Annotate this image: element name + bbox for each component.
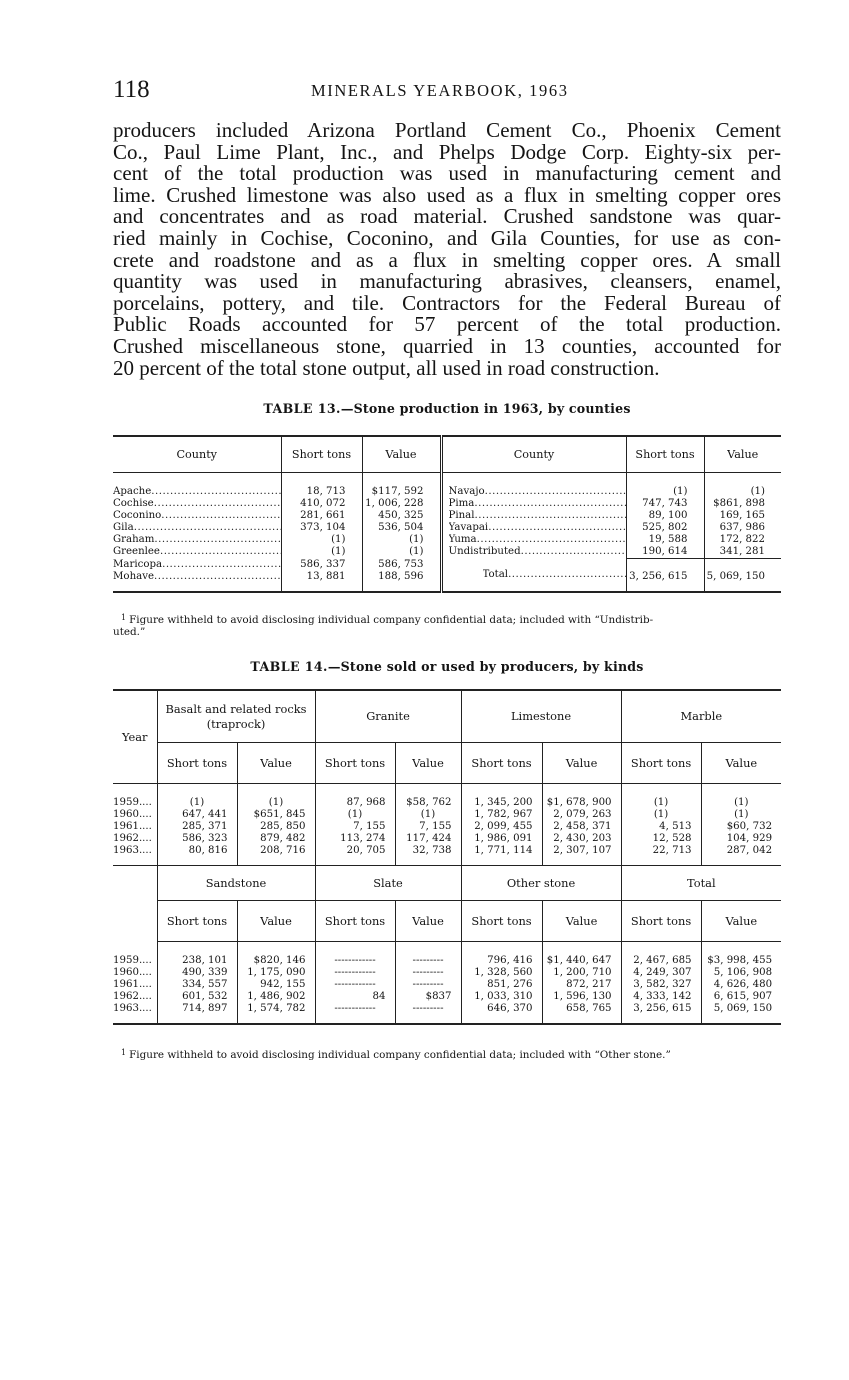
county-name: Apache ..... <box>113 486 281 498</box>
data-cell: 84 <box>315 991 395 1003</box>
data-cell: (1) <box>621 784 701 810</box>
table-row <box>113 522 781 534</box>
data-cell: 104, 929 <box>701 833 781 845</box>
table-row <box>113 473 781 499</box>
year-cell <box>113 833 157 845</box>
short-tons-cell: 89, 100 <box>626 510 704 522</box>
data-cell: 2, 467, 685 <box>621 942 701 968</box>
county-cell <box>113 522 281 534</box>
data-cell: (1) <box>621 809 701 821</box>
data-cell: 3, 582, 327 <box>621 979 701 991</box>
data-cell: $837 <box>395 991 461 1003</box>
data-cell: 490, 339 <box>157 967 237 979</box>
total-value: 5, 069, 150 <box>704 559 781 592</box>
data-cell: 646, 370 <box>461 1003 542 1024</box>
data-cell: 879, 482 <box>237 833 315 845</box>
data-cell: 1, 574, 782 <box>237 1003 315 1024</box>
paragraph-line: 20 percent of the total stone output, all used in road construction. <box>113 355 660 380</box>
table-row <box>113 809 781 821</box>
running-header <box>113 76 781 102</box>
data-cell: 20, 705 <box>315 845 395 866</box>
table-13-footnote <box>113 612 781 638</box>
paragraph-line: Public Roads accounted for 57 percent of the total production. <box>113 312 781 337</box>
data-cell: 80, 816 <box>157 845 237 866</box>
data-cell: 1, 986, 091 <box>461 833 542 845</box>
year-value: 1960 <box>113 809 139 820</box>
table-13-title: —Stone production in 1963, by counties <box>340 401 631 416</box>
leader-dots <box>139 833 152 844</box>
col-header-county: County <box>113 436 281 473</box>
paragraph-line: cent of the total production was used in manufacturing cement and <box>113 161 781 186</box>
group-header-sandstone: Sandstone <box>157 866 315 901</box>
value-cell: (1) <box>362 534 441 546</box>
value-cell: 188, 596 <box>362 571 441 592</box>
data-cell: (1) <box>237 784 315 810</box>
value-cell: 586, 753 <box>362 559 441 571</box>
year-cell <box>113 784 157 810</box>
footnote-mark: 1 <box>121 613 127 622</box>
data-cell: 4, 626, 480 <box>701 979 781 991</box>
table-13-caption <box>113 401 781 416</box>
data-cell: 714, 897 <box>157 1003 237 1024</box>
short-tons-cell: 281, 661 <box>281 510 362 522</box>
table-row <box>113 534 781 546</box>
leader-dots <box>139 845 152 856</box>
county-cell <box>113 546 281 559</box>
data-cell: 1, 175, 090 <box>237 967 315 979</box>
data-cell: 2, 307, 107 <box>542 845 621 866</box>
data-cell: 5, 106, 908 <box>701 967 781 979</box>
data-cell: 113, 274 <box>315 833 395 845</box>
county-cell <box>113 571 281 592</box>
col-header-value-2: Value <box>704 436 781 473</box>
county-name: Yuma ..... <box>449 534 626 546</box>
paragraph-line: porcelains, pottery, and tile. Contractors for the Federal Bureau of <box>113 290 781 315</box>
data-cell: 334, 557 <box>157 979 237 991</box>
footnote-text: Figure withheld to avoid disclosing individual company confidential data; included with “Other stone.” <box>129 1049 671 1061</box>
table-13 <box>113 435 781 593</box>
data-cell: 287, 042 <box>701 845 781 866</box>
col-header-short-tons-2: Short tons <box>626 436 704 473</box>
year-value: 1959 <box>113 797 139 808</box>
data-cell: 6, 615, 907 <box>701 991 781 1003</box>
col-header-short-tons: Short tons <box>315 743 395 784</box>
value-cell: (1) <box>362 546 441 559</box>
county-cell <box>441 498 626 510</box>
county-name: Mohave ..... <box>113 571 281 583</box>
data-cell: 1, 345, 200 <box>461 784 542 810</box>
data-cell: 2, 430, 203 <box>542 833 621 845</box>
year-value: 1959 <box>113 954 139 966</box>
table-14-title: —Stone sold or used by producers, by kinds <box>327 659 644 674</box>
data-cell: 872, 217 <box>542 979 621 991</box>
year-value: 1963 <box>113 845 139 856</box>
year-value: 1962 <box>113 991 139 1002</box>
data-cell: 12, 528 <box>621 833 701 845</box>
table-row <box>113 967 781 979</box>
data-cell: (1) <box>157 784 237 810</box>
data-cell: 2, 458, 371 <box>542 821 621 833</box>
county-cell <box>113 559 281 571</box>
data-cell: $1, 440, 647 <box>542 942 621 968</box>
paragraph-line: lime. Crushed limestone was also used as a flux in smelting copper ores <box>113 182 781 207</box>
table-row <box>113 821 781 833</box>
data-cell: 586, 323 <box>157 833 237 845</box>
table-row <box>113 546 781 559</box>
data-cell: 7, 155 <box>315 821 395 833</box>
paragraph-line: ried mainly in Cochise, Coconino, and Gila Counties, for use as con- <box>113 225 781 250</box>
data-cell: 647, 441 <box>157 809 237 821</box>
table-row <box>113 784 781 810</box>
year-value: 1961 <box>113 979 139 990</box>
footnote-text-1: Figure withheld to avoid disclosing individual company confidential data; included with “Undistrib- <box>129 614 654 626</box>
value-cell: $117, 592 <box>362 473 441 499</box>
page-number: 118 <box>113 76 150 103</box>
data-cell: 796, 416 <box>461 942 542 968</box>
data-cell: 658, 765 <box>542 1003 621 1024</box>
group-header-row <box>113 866 781 901</box>
short-tons-cell: 13, 881 <box>281 571 362 592</box>
year-cell <box>113 991 157 1003</box>
county-name: Graham ..... <box>113 534 281 546</box>
data-cell: (1) <box>701 784 781 810</box>
short-tons-cell: (1) <box>626 473 704 499</box>
year-cell <box>113 821 157 833</box>
data-cell: 1, 486, 902 <box>237 991 315 1003</box>
col-header-short-tons: Short tons <box>281 436 362 473</box>
table-14-caption <box>113 659 781 674</box>
total-label: Total ..... <box>483 569 626 581</box>
col-header-value: Value <box>542 901 621 942</box>
data-cell: $60, 732 <box>701 821 781 833</box>
county-cell <box>113 534 281 546</box>
col-header-value: Value <box>362 436 441 473</box>
leader-dots <box>139 797 152 808</box>
county-cell <box>441 534 626 546</box>
data-cell: $3, 998, 455 <box>701 942 781 968</box>
group-header-slate: Slate <box>315 866 461 901</box>
data-cell: $820, 146 <box>237 942 315 968</box>
data-cell: 2, 079, 263 <box>542 809 621 821</box>
paragraph-line: and concentrates and as road material. Crushed sandstone was quar- <box>113 204 781 229</box>
short-tons-cell: 373, 104 <box>281 522 362 534</box>
table-row <box>113 559 781 571</box>
leader-dots <box>139 967 152 978</box>
group-header-limestone: Limestone <box>461 690 621 743</box>
table-row <box>113 991 781 1003</box>
short-tons-cell: 586, 337 <box>281 559 362 571</box>
value-cell: 1, 006, 228 <box>362 498 441 510</box>
short-tons-cell: 19, 588 <box>626 534 704 546</box>
data-cell: 4, 249, 307 <box>621 967 701 979</box>
data-cell: 1, 328, 560 <box>461 967 542 979</box>
leader-dots <box>139 979 152 990</box>
data-cell: 1, 782, 967 <box>461 809 542 821</box>
col-header-short-tons: Short tons <box>621 743 701 784</box>
year-value: 1960 <box>113 967 139 978</box>
county-cell <box>113 498 281 510</box>
table-13-label: TABLE 13. <box>263 401 341 416</box>
county-cell <box>113 473 281 499</box>
leader-dots <box>139 991 152 1002</box>
empty-cell: --------- <box>395 1003 461 1024</box>
table-row <box>113 845 781 866</box>
county-cell <box>441 473 626 499</box>
data-cell: $651, 845 <box>237 809 315 821</box>
short-tons-cell: (1) <box>281 546 362 559</box>
group-header-other-stone: Other stone <box>461 866 621 901</box>
paragraph-line: Crushed miscellaneous stone, quarried in 13 counties, accounted for <box>113 333 781 358</box>
data-cell: 285, 850 <box>237 821 315 833</box>
data-cell: 1, 200, 710 <box>542 967 621 979</box>
data-cell: 942, 155 <box>237 979 315 991</box>
value-cell: $861, 898 <box>704 498 781 510</box>
county-name: Coconino ..... <box>113 510 281 522</box>
body-paragraph <box>113 120 781 379</box>
data-cell: 285, 371 <box>157 821 237 833</box>
county-name: Pinal ..... <box>449 510 626 522</box>
county-cell <box>441 510 626 522</box>
data-cell: 87, 968 <box>315 784 395 810</box>
table-14 <box>113 689 781 1025</box>
county-cell <box>113 510 281 522</box>
year-cell <box>113 845 157 866</box>
header-spacer <box>113 866 157 942</box>
value-cell: 450, 325 <box>362 510 441 522</box>
data-cell: 5, 069, 150 <box>701 1003 781 1024</box>
col-header-year: Year <box>113 690 157 784</box>
group-header-granite: Granite <box>315 690 461 743</box>
empty-cell: ------------ <box>315 942 395 968</box>
county-name: Greenlee ..... <box>113 546 281 558</box>
group-header-marble: Marble <box>621 690 781 743</box>
data-cell: 208, 716 <box>237 845 315 866</box>
short-tons-cell: 747, 743 <box>626 498 704 510</box>
data-cell: 22, 713 <box>621 845 701 866</box>
paragraph-line: quantity was used in manufacturing abrasives, cleansers, enamel, <box>113 269 781 294</box>
leader-dots <box>139 1003 152 1014</box>
county-name: Gila ..... <box>113 522 281 534</box>
year-value: 1961 <box>113 821 139 832</box>
col-header-value: Value <box>237 743 315 784</box>
county-name: Yavapai ..... <box>449 522 626 534</box>
data-cell: 851, 276 <box>461 979 542 991</box>
year-value: 1962 <box>113 833 139 844</box>
short-tons-cell: (1) <box>281 534 362 546</box>
table-row <box>113 833 781 845</box>
table-row <box>113 510 781 522</box>
table-row <box>113 979 781 991</box>
col-header-short-tons: Short tons <box>461 901 542 942</box>
data-cell: 7, 155 <box>395 821 461 833</box>
paragraph-line: producers included Arizona Portland Cement Co., Phoenix Cement <box>113 118 781 142</box>
empty-cell: ------------ <box>315 967 395 979</box>
total-short-tons: 3, 256, 615 <box>626 559 704 592</box>
paragraph-line: crete and roadstone and as a flux in smelting copper ores. A small <box>113 247 781 272</box>
col-header-short-tons: Short tons <box>621 901 701 942</box>
county-name: Maricopa ..... <box>113 559 281 571</box>
empty-cell: ------------ <box>315 979 395 991</box>
data-cell: $1, 678, 900 <box>542 784 621 810</box>
table-row <box>113 1003 781 1024</box>
col-header-short-tons: Short tons <box>461 743 542 784</box>
year-cell <box>113 967 157 979</box>
county-name: Undistributed ..... <box>449 546 626 558</box>
empty-cell: --------- <box>395 979 461 991</box>
value-cell: 172, 822 <box>704 534 781 546</box>
col-header-value: Value <box>701 901 781 942</box>
data-cell: (1) <box>395 809 461 821</box>
value-cell: 536, 504 <box>362 522 441 534</box>
county-name: Navajo ..... <box>449 486 626 498</box>
leader-dots <box>139 809 152 820</box>
data-cell: 117, 424 <box>395 833 461 845</box>
table-row <box>113 498 781 510</box>
table-14-footnote <box>113 1047 789 1061</box>
total-cell <box>441 559 626 592</box>
col-header-county-2: County <box>441 436 626 473</box>
value-cell: (1) <box>704 473 781 499</box>
data-cell: (1) <box>701 809 781 821</box>
col-header-value: Value <box>237 901 315 942</box>
leader-dots <box>139 821 152 832</box>
empty-cell: --------- <box>395 967 461 979</box>
short-tons-cell: 410, 072 <box>281 498 362 510</box>
col-header-value: Value <box>542 743 621 784</box>
running-title: MINERALS YEARBOOK, 1963 <box>311 81 569 100</box>
data-cell: 4, 333, 142 <box>621 991 701 1003</box>
empty-cell: --------- <box>395 942 461 968</box>
short-tons-cell: 190, 614 <box>626 546 704 559</box>
year-cell <box>113 809 157 821</box>
footnote-mark: 1 <box>121 1048 127 1057</box>
group-header-basalt: Basalt and related rocks (traprock) <box>157 690 315 743</box>
paragraph-line: Co., Paul Lime Plant, Inc., and Phelps Dodge Corp. Eighty-six per- <box>113 139 781 164</box>
table-13-header-row <box>113 436 781 473</box>
short-tons-cell: 525, 802 <box>626 522 704 534</box>
table-14-label: TABLE 14. <box>250 659 328 674</box>
data-cell: 32, 738 <box>395 845 461 866</box>
data-cell: 1, 771, 114 <box>461 845 542 866</box>
data-cell: 601, 532 <box>157 991 237 1003</box>
county-cell <box>441 522 626 534</box>
data-cell: 1, 033, 310 <box>461 991 542 1003</box>
data-cell: 1, 596, 130 <box>542 991 621 1003</box>
data-cell: $58, 762 <box>395 784 461 810</box>
year-cell <box>113 1003 157 1024</box>
county-name: Pima ..... <box>449 498 626 510</box>
data-cell: 2, 099, 455 <box>461 821 542 833</box>
subheader-row <box>113 901 781 942</box>
county-cell <box>441 546 626 559</box>
year-cell <box>113 942 157 968</box>
data-cell: 3, 256, 615 <box>621 1003 701 1024</box>
table-row <box>113 942 781 968</box>
data-cell: 4, 513 <box>621 821 701 833</box>
footnote-text-2: uted.” <box>113 626 146 638</box>
short-tons-cell: 18, 713 <box>281 473 362 499</box>
col-header-short-tons: Short tons <box>157 743 237 784</box>
group-header-total: Total <box>621 866 781 901</box>
value-cell: 169, 165 <box>704 510 781 522</box>
data-cell: 238, 101 <box>157 942 237 968</box>
col-header-short-tons: Short tons <box>157 901 237 942</box>
empty-cell: ------------ <box>315 1003 395 1024</box>
col-header-short-tons: Short tons <box>315 901 395 942</box>
year-cell <box>113 979 157 991</box>
data-cell: (1) <box>315 809 395 821</box>
col-header-value: Value <box>701 743 781 784</box>
value-cell: 341, 281 <box>704 546 781 559</box>
value-cell: 637, 986 <box>704 522 781 534</box>
col-header-value: Value <box>395 743 461 784</box>
year-value: 1963 <box>113 1003 139 1014</box>
col-header-value: Value <box>395 901 461 942</box>
leader-dots <box>139 955 152 966</box>
county-name: Cochise ..... <box>113 498 281 510</box>
